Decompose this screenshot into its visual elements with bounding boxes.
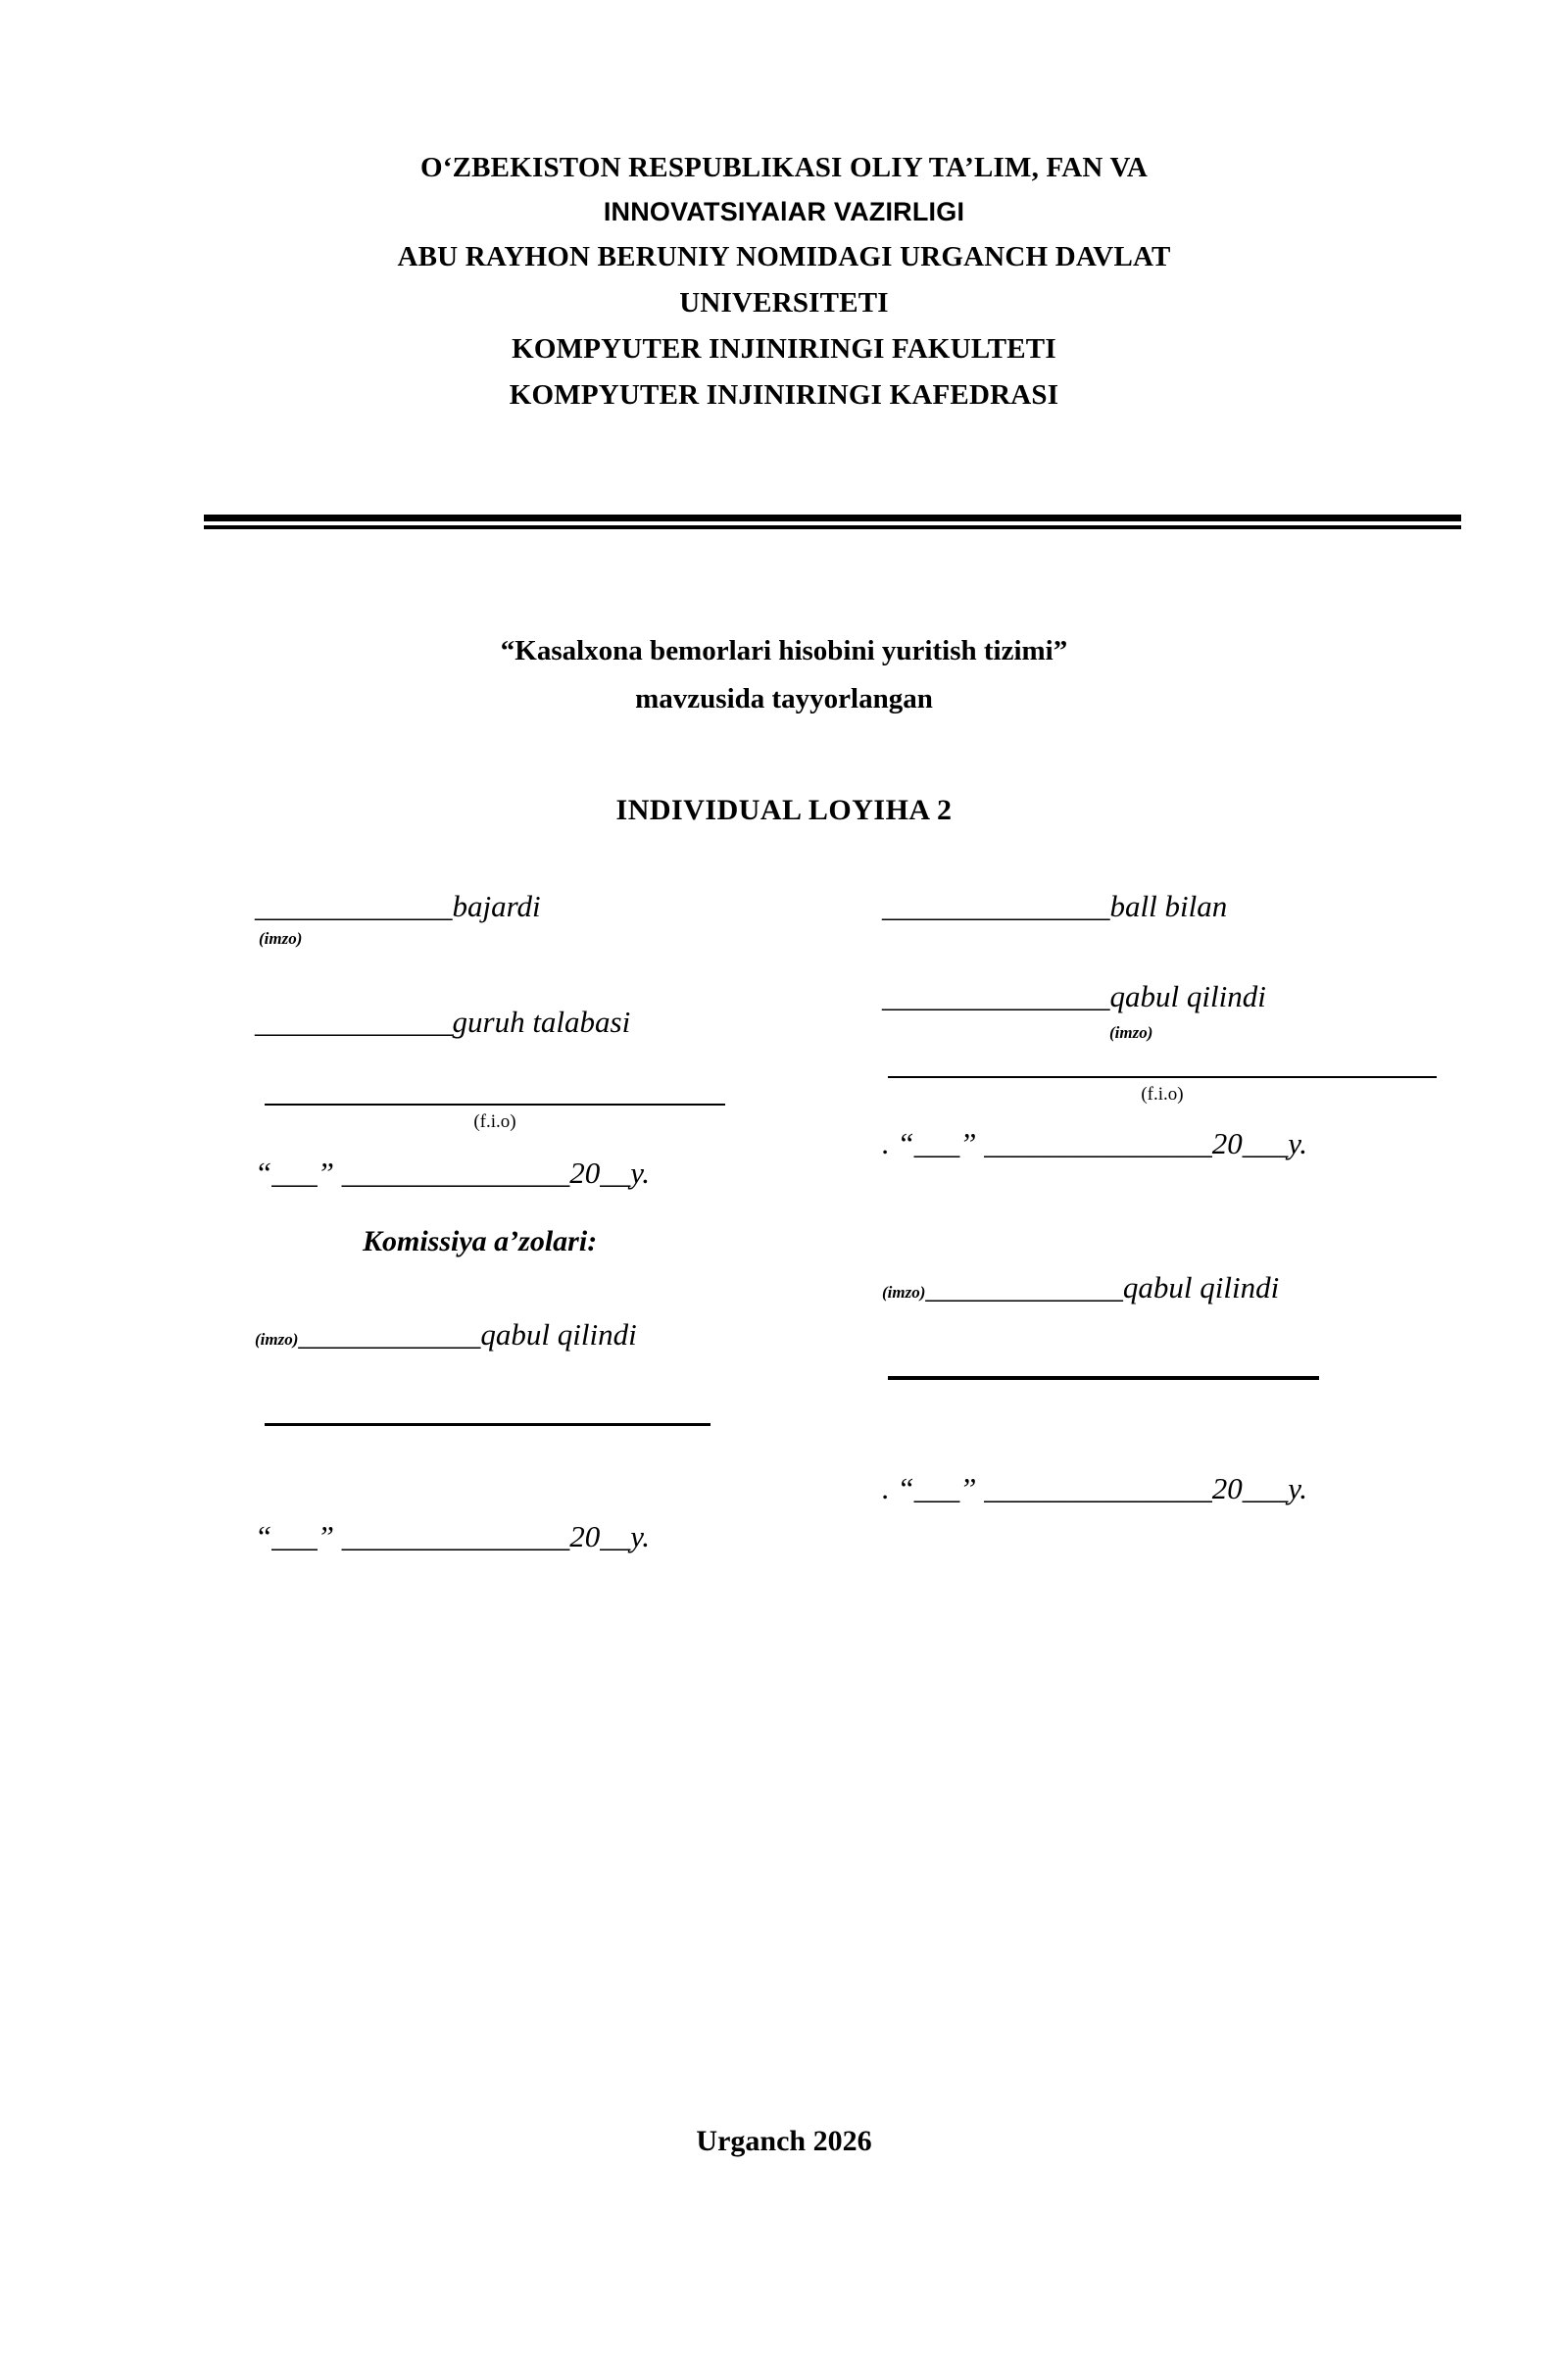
signature-area xyxy=(196,880,1372,1723)
left-bajardi-line: _____________bajardi xyxy=(255,889,541,924)
right-member-rule xyxy=(888,1376,1319,1380)
commission-members-label: Komissiya a’zolari: xyxy=(363,1225,598,1258)
left-date-line-2: “___” _______________20__y. xyxy=(255,1519,651,1554)
left-member-rule xyxy=(265,1423,710,1426)
left-imzo-caption: (imzo) xyxy=(259,929,303,949)
horizontal-divider xyxy=(204,515,1461,529)
signature-column-left xyxy=(255,880,882,1553)
header-line-6: KOMPYUTER INJINIRINGI KAFEDRASI xyxy=(509,378,1059,411)
footer-place-year: Urganch 2026 xyxy=(696,2125,872,2157)
header-line-4: UNIVERSITETI xyxy=(679,286,889,319)
left-member-row xyxy=(255,1317,882,1353)
right-date-line: . “___” _______________20___y. xyxy=(882,1126,1308,1161)
right-date-line-2: . “___” _______________20___y. xyxy=(882,1471,1308,1506)
document-type: INDIVIDUAL LOYIHA 2 xyxy=(615,794,953,827)
right-fio-caption: (f.i.o) xyxy=(1141,1084,1184,1106)
project-prepared-label: mavzusida tayyorlangan xyxy=(635,682,933,714)
header-line-1: O‘ZBEKISTON RESPUBLIKASI OLIY TA’LIM, FAN VA xyxy=(419,152,1149,183)
right-ball-line: _______________ball bilan xyxy=(882,889,1228,924)
left-member-imzo-caption: (imzo) xyxy=(255,1330,299,1350)
divider-rule-thick xyxy=(204,515,1461,521)
right-member-imzo-caption: (imzo) xyxy=(882,1283,926,1303)
left-guruh-line: _____________guruh talabasi xyxy=(255,1005,631,1040)
left-date-line: “___” _______________20__y. xyxy=(255,1156,651,1191)
left-fio-rule xyxy=(265,1104,725,1106)
divider-rule-thin xyxy=(204,525,1461,529)
institution-header xyxy=(196,145,1372,418)
right-imzo-caption: (imzo) xyxy=(1109,1023,1153,1043)
signature-column-right xyxy=(882,880,1548,1505)
left-fio-caption: (f.i.o) xyxy=(473,1111,516,1133)
right-member-line: _____________qabul qilindi xyxy=(925,1270,1280,1305)
right-member-row xyxy=(882,1270,1548,1305)
right-qabul-line: _______________qabul qilindi xyxy=(882,979,1266,1014)
left-member-line: ____________qabul qilindi xyxy=(298,1317,637,1353)
header-line-3: ABU RAYHON BERUNIY NOMIDAGI URGANCH DAVLAT xyxy=(397,240,1171,272)
header-line-2: INNOVATSIYAlAR VAZIRLIGI xyxy=(603,196,965,226)
header-line-5: KOMPYUTER INJINIRINGI FAKULTETI xyxy=(512,332,1056,365)
right-fio-rule xyxy=(888,1076,1437,1078)
project-subject: “Kasalxona bemorlari hisobini yuritish tizimi” xyxy=(500,634,1068,666)
document-page xyxy=(0,145,1568,2362)
project-title xyxy=(196,627,1372,724)
